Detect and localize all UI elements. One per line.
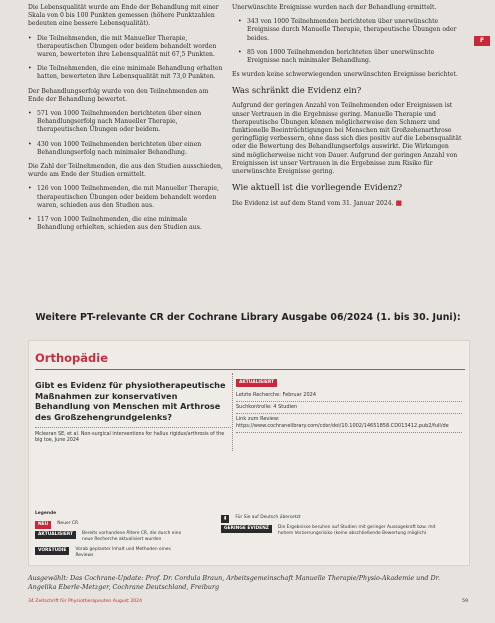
heading-evidence-currency: Wie aktuell ist die vorliegende Evidenz? — [232, 182, 403, 193]
bullet-list-adverse — [232, 18, 462, 65]
footer-journal: 34 Zeitschrift für Physiotherapeuten August 2024 — [28, 599, 143, 604]
legend-desc: Vorab geplanter Inhalt und Methoden eines Reviews — [75, 547, 171, 558]
translated-icon: ▮ — [221, 515, 229, 523]
divider — [35, 427, 231, 428]
bullet-item: • 430 von 1000 Teilnehmenden berichteten über einen Behandlungserfolg nach minimaler Behandlung. — [28, 141, 226, 157]
paragraph-evidence-date — [232, 199, 462, 208]
paragraph-adverse-events: Unerwünschte Ereignisse wurden nach der Behandlung ermittelt. — [232, 4, 437, 11]
legend-desc: Für Sie auf Deutsch übersetzt — [235, 515, 301, 520]
heading-evidence-limits: Was schränkt die Evidenz ein? — [232, 85, 362, 96]
legend-item — [221, 515, 405, 523]
divider — [35, 369, 465, 370]
page-number: 59 — [462, 599, 468, 604]
paragraph-no-serious-events: Es wurden keine schwerwiegenden unerwünschten Ereignisse berichtet. — [232, 71, 458, 79]
legend-desc: Die Ergebnisse beruhen auf Studien mit geringer Aussagekraft bzw. mit hohem Verzerrungsrisiko (keine abschließende Bewertung möglich) — [277, 525, 436, 536]
right-column — [232, 4, 462, 214]
badge-updated: AKTUALISIERT — [35, 531, 76, 539]
section-title-orthopaedics: Orthopädie — [35, 351, 108, 365]
bullet-list-quality — [28, 35, 226, 82]
section-headline: Weitere PT-relevante CR der Cochrane Library Ausgabe 06/2024 (1. bis 30. Juni): — [35, 312, 461, 323]
badge-new: NEU — [35, 521, 51, 529]
paragraph-quality-of-life: Die Lebensqualität wurde am Ende der Behandlung mit einer Skala von 0 bis 100 Punkten gemessen (höhere Punktzahlen bedeuten eine bessere Lebensqualität). — [28, 4, 219, 28]
review-link[interactable]: Link zum Review: https://www.cochranelibrary.com/cdsr/doi/10.1002/14651858.CD013412.pub2/full/de — [236, 414, 462, 433]
bullet-list-dropouts — [28, 185, 226, 232]
bullet-item: • Die Teilnehmenden, die mit Manueller Therapie, therapeutischen Übungen oder beidem behandelt worden waren, bewerteten ihre Lebensqualität mit 67,5 Punkten. — [28, 35, 226, 60]
paragraph-evidence-limits: Aufgrund der geringen Anzahl von Teilnehmenden oder Ereignissen ist unser Vertrauen in die Ergebnisse gering. Manuelle Therapie und therapeutische Übungen können möglicherweise den Schmerz und funktionelle Beeinträchtigungen bei Menschen mit Großzehenarthrose geringfügig verbessern, ohne dass sich dies positiv auf die Lebensqualität oder die Bewertung des Behandlungserfolgs auswirkt. Die Wirkungen sind möglicherweise nicht von Dauer. Aufgrund der geringen Anzahl von Ereignissen ist unser Vertrauen in die Ergebnisse zum Risiko für unerwünschte Ereignisse gering. — [232, 102, 462, 176]
bullet-item: • 126 von 1000 Teilnehmenden, die mit Manueller Therapie, therapeutischen Übungen oder beidem behandelt worden waren, schieden aus den Studien aus. — [28, 185, 226, 210]
legend-item — [35, 547, 185, 559]
legend-title: Legende — [35, 511, 57, 516]
badge-low-evidence: GERINGE EVIDENZ — [221, 525, 272, 533]
meta-last-search: Letzte Recherche: Februar 2024 — [236, 390, 462, 402]
footnote-authors: Ausgewählt: Das Cochrane-Update: Prof. Dr. Cordula Braun, Arbeitsgemeinschaft Manuelle Therapie/Physio-Akademie und Dr. Angelika Eberle-Metzger, Cochrane Deutschland, Freiburg — [28, 574, 440, 591]
bullet-item: • Die Teilnehmenden, die eine minimale Behandlung erhalten hatten, bewerteten ihre Lebensqualität mit 73,0 Punkten. — [28, 65, 226, 81]
divider — [232, 373, 233, 451]
paragraph-dropouts: Die Zahl der Teilnehmenden, die aus den Studien ausschieden, wurde am Ende der Studien ermittelt. — [28, 163, 223, 179]
bullet-item: • 343 von 1000 Teilnehmenden berichteten über unerwünschte Ereignisse durch Manuelle Therapie, therapeutische Übungen oder beides. — [238, 18, 462, 43]
left-column — [28, 4, 226, 238]
legend-item — [35, 521, 167, 529]
article-title: Gibt es Evidenz für physiotherapeutische Maßnahmen zur konservativen Behandlung von Menschen mit Arthrose des Großzehengrundgelenks? — [35, 380, 226, 422]
badge-protocol: VORSTUDIE — [35, 547, 69, 555]
end-mark-icon: ■ — [395, 199, 403, 208]
status-badge: AKTUALISIERT — [236, 379, 277, 387]
section-tab: F — [474, 36, 490, 46]
legend-item — [35, 531, 192, 543]
legend-desc: Neuer CR — [57, 521, 79, 526]
bullet-item: • 85 von 1000 Teilnehmenden berichteten über unerwünschte Ereignisse nach minimaler Behandlung. — [238, 49, 462, 65]
paragraph-treatment-success: Der Behandlungserfolg wurde von den Teilnehmenden am Ende der Behandlung bewertet. — [28, 87, 209, 103]
article-authors: Mclesran SE, et al. Non-surgical interventions for hallux rigidus/arthrosis of the big toe, June 2024 — [35, 432, 225, 444]
bullet-list-success — [28, 110, 226, 157]
article-meta — [236, 377, 462, 433]
bullet-item: • 571 von 1000 Teilnehmenden berichteten über einen Behandlungserfolg nach Manueller Therapie, therapeutischen Übungen oder beidem. — [28, 110, 226, 135]
review-box — [28, 340, 470, 566]
bullet-item: • 117 von 1000 Teilnehmenden, die eine minimale Behandlung erhielten, schieden aus den Studien aus. — [28, 216, 226, 232]
legend-item — [221, 525, 448, 537]
legend-desc: Bereits vorhandene Ältere CR, die durch eine neue Recherche aktualisiert wurden — [82, 531, 182, 542]
meta-studies: Suchkontrolle: 4 Studien — [236, 402, 462, 414]
evidence-date-text: Die Evidenz ist auf dem Stand vom 31. Januar 2024. — [232, 200, 394, 208]
